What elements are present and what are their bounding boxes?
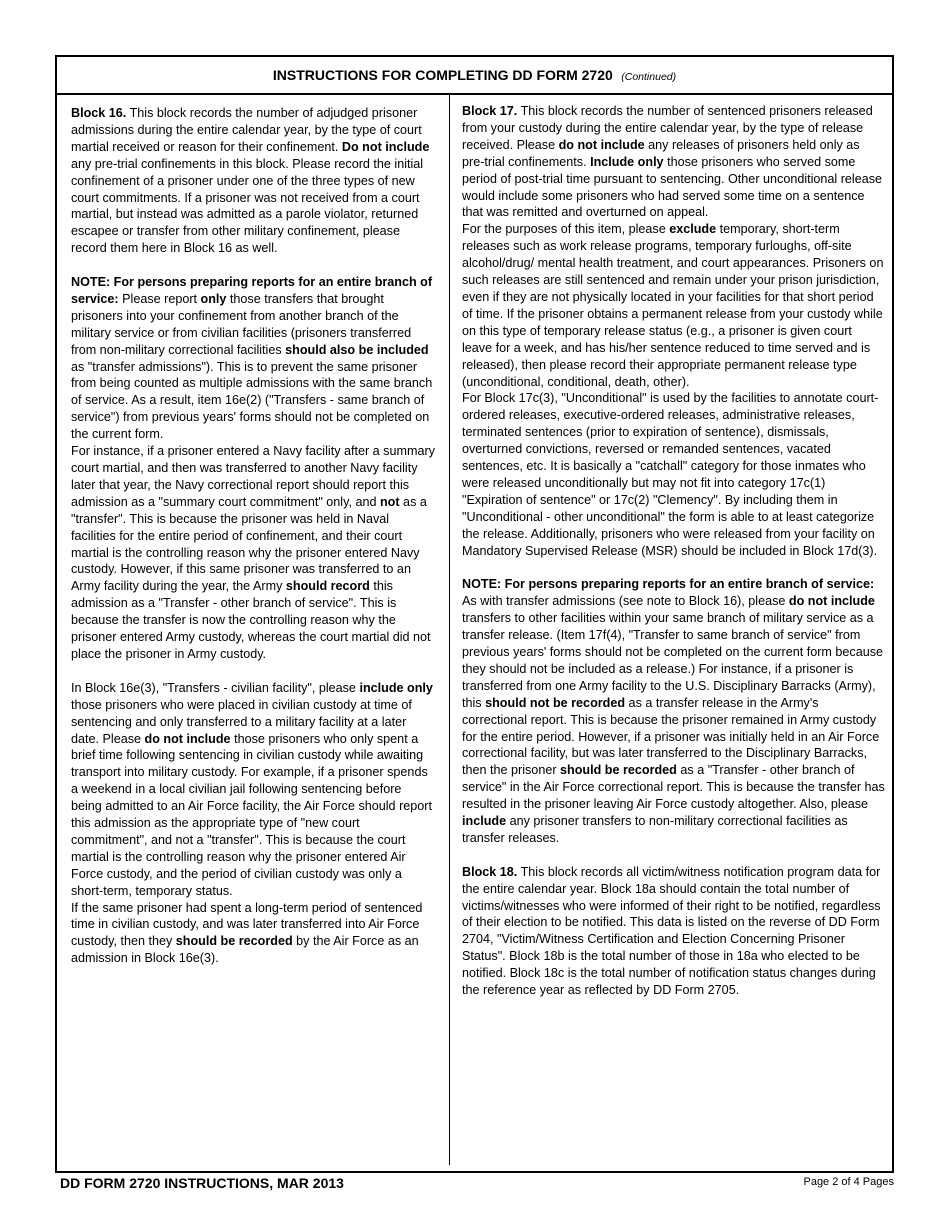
text-run: For instance, if a prisoner entered a Navy facility after a summary court martial, and then was transferred to another Navy facility later that year, the Navy correctional report should report this admission as a "summary court commitment" only, and [71, 444, 435, 509]
column-divider [449, 95, 450, 1165]
paragraph [462, 576, 885, 847]
text-run: For Block 17c(3), "Unconditional" is used by the facilities to annotate court-ordered releases, executive-ordered releases, administrative releases, terminated sentences (prior to expiration of sentence), dismissals, overturned convictions, reversed or remanded sentences, vacated sentences, etc. It is basically a "catchall" category for those inmates who were released unconditionally but may not fit into category 17c(1) "Expiration of sentence" or 17c(2) "Clemency". By including them in "Unconditional - other unconditional" the form is able to at least categorize the release. Additionally, prisoners who were released from your facility on Mandatory Supervised Release (MSR) should be included in Block 17d(3). [462, 391, 879, 558]
bold-text: should also be included [285, 342, 429, 357]
bold-text: should record [285, 579, 370, 594]
text-run: as a "transfer". This is because the prisoner was held in Naval facilities for the entire period of confinement, and their court martial is the controlling reason why the prisoner entered Navy custody. However, if this same prisoner was transferred to an Army facility during the year, the Army [71, 494, 427, 594]
text-run: as a "Transfer - other branch of service" in the Air Force correctional report. This is because the transfer has resulted in the prisoner leaving Air Force custody altogether. Also, please [462, 763, 885, 812]
text-run: temporary, short-term releases such as work release programs, temporary furloughs, off-site alcohol/drug/ mental health treatment, and court appearances. Prisoners on such releases are still sentenced and remain under your prison jurisdiction, even if they are not physically located in your facilities for that short period of time. If the prisoner obtains a permanent release from your custody while on this type of temporary release status (e.g., a prisoner is given court leave for a week, and has his/her sentence reduced to time served and is released), then please record their appropriate permanent release type (unconditional, conditional, death, other). [462, 222, 884, 389]
paragraph-gap [462, 559, 885, 576]
bold-text: Include only [590, 154, 664, 169]
bold-text: should be recorded [560, 763, 677, 778]
bold-text: include only [359, 680, 433, 695]
text-run: those transfers that brought prisoners into your confinement from another branch of the military service or from civilian facilities (prisoners transferred from non-military correctional facilities [71, 291, 412, 357]
paragraph [71, 274, 435, 443]
paragraph-gap [462, 847, 885, 864]
form-header [57, 57, 892, 95]
text-run: This block records the number of adjudged prisoner admissions during the entire calendar year, by the type of court martial received or reason for their confinement. [71, 106, 422, 154]
bold-text: should not be recorded [485, 695, 626, 710]
paragraph [462, 390, 885, 559]
left-column [71, 105, 435, 967]
bold-text: Block 17. [462, 104, 518, 118]
paragraph [71, 443, 435, 663]
text-run: This block records the number of sentenced prisoners released from your custody during the entire calendar year, by the type of release received. Please [462, 104, 873, 152]
text-run: any pre-trial confinements in this block. Please record the initial confinement of a prisoner under one of the three types of new court commitments. If a prisoner was not received from a court martial, but instead was admitted as a parole violator, returned escapee or transfer from other military confinement, please record them here in Block 16 as well. [71, 156, 424, 256]
text-run: this admission as a "Transfer - other branch of service". This is because the transfer is now the controlling reason why the prisoner entered Army custody, whereas the court martial did not place the prisoner in Army custody. [71, 579, 431, 661]
paragraph-gap [71, 257, 435, 274]
bold-text: Block 18. [462, 864, 518, 879]
paragraph-gap [71, 663, 435, 680]
text-run: transfers to other facilities within your same branch of military service as a transfer release. (Item 17f(4), "Transfer to same branch of service" from previous years' forms should not be completed on the current form because they should not be included as a release.) For instance, if a prisoner is transferred from one Army facility to the U.S. Disciplinary Barracks (Army), this [462, 611, 884, 710]
right-column [462, 103, 885, 999]
continued-label: (Continued) [621, 71, 677, 83]
paragraph [462, 864, 885, 999]
bold-text: Block 16. [71, 106, 127, 120]
paragraph [462, 221, 885, 390]
text-run: Please report [118, 291, 201, 306]
page-number: Page 2 of 4 Pages [803, 1176, 894, 1188]
text-run: any releases of prisoners held only as pre-trial confinements. [462, 137, 860, 169]
text-run: those prisoners who only spent a brief time following sentencing in civilian custody while awaiting transport into military custody. For example, if a prisoner spends a weekend in a local civilian jail following sentencing before being admitted to an Air Force facility, the Air Force should report this admission as the appropriate type of "new court commitment", and not a "transfer". This is because the court martial is the controlling reason why the prisoner entered Air Force custody, and the period of civilian custody was only a short-term, temporary status. [71, 731, 432, 898]
text-run: those prisoners who served some period of post-trial time pursuant to sentencing. Other unconditional release would include some prisoners who had served some time on a sentence that was remitted and overturned on appeal. [462, 154, 883, 220]
text-run: For the purposes of this item, please [462, 222, 670, 237]
bold-text: do not include [558, 137, 645, 152]
paragraph [462, 103, 885, 221]
bold-text: should be recorded [175, 934, 293, 949]
bold-text: include [462, 814, 507, 829]
text-run: In Block 16e(3), "Transfers - civilian facility", please [71, 680, 360, 695]
page-title: INSTRUCTIONS FOR COMPLETING DD FORM 2720 [272, 67, 613, 83]
bold-text: NOTE: For persons preparing reports for an entire branch of service: [71, 275, 433, 306]
text-run: as "transfer admissions"). This is to prevent the same prisoner from being counted as multiple admissions with the same branch of service. As a result, item 16e(2) ("Transfers - same branch of service") from previous years' forms should not be completed on the current form. [71, 359, 433, 442]
text-run: If the same prisoner had spent a long-term period of sentenced time in civilian custody, and was later transferred into Air Force custody, then they [71, 900, 423, 949]
bold-text: do not include [144, 731, 231, 746]
text-run: As with transfer admissions (see note to Block 16), please [462, 594, 789, 609]
text-run: by the Air Force as an admission in Block 16e(3). [71, 934, 419, 966]
bold-text: only [200, 291, 227, 306]
text-run: This block records all victim/witness notification program data for the entire calendar year. Block 18a should contain the total number of victims/witnesses who were informed of their right to be notified, regardless of their election to be notified. This data is listed on the reverse of DD Form 2704, "Victim/Witness Certification and Election Concerning Prisoner Status". Block 18b is the total number of those in 18a who elected to be notified. Block 18c is the total number of notification status changes during the reference year as reflected by DD Form 2705. [462, 864, 881, 998]
bold-text: exclude [669, 222, 717, 237]
bold-text: do not include [788, 594, 875, 609]
text-run: those prisoners who were placed in civilian custody at time of sentencing and only transferred to a military facility at a later date. Please [71, 697, 412, 746]
bold-text: not [379, 494, 400, 509]
form-id-footer: DD FORM 2720 INSTRUCTIONS, MAR 2013 [60, 1175, 344, 1191]
text-run: as a transfer release in the Army's correctional report. This is because the prisoner remained in Army custody for the entire period. However, if a prisoner was initially held in an Air Force correctional facility, but was later transferred to the Disciplinary Barracks, then the prisoner [462, 695, 880, 778]
paragraph [71, 900, 435, 968]
bold-text: Do not include [341, 139, 430, 154]
form-frame [55, 55, 894, 1173]
text-run: any prisoner transfers to non-military correctional facilities as transfer releases. [462, 814, 848, 845]
paragraph [71, 105, 435, 257]
paragraph [71, 680, 435, 900]
bold-text: NOTE: For persons preparing reports for an entire branch of service: [462, 577, 875, 592]
